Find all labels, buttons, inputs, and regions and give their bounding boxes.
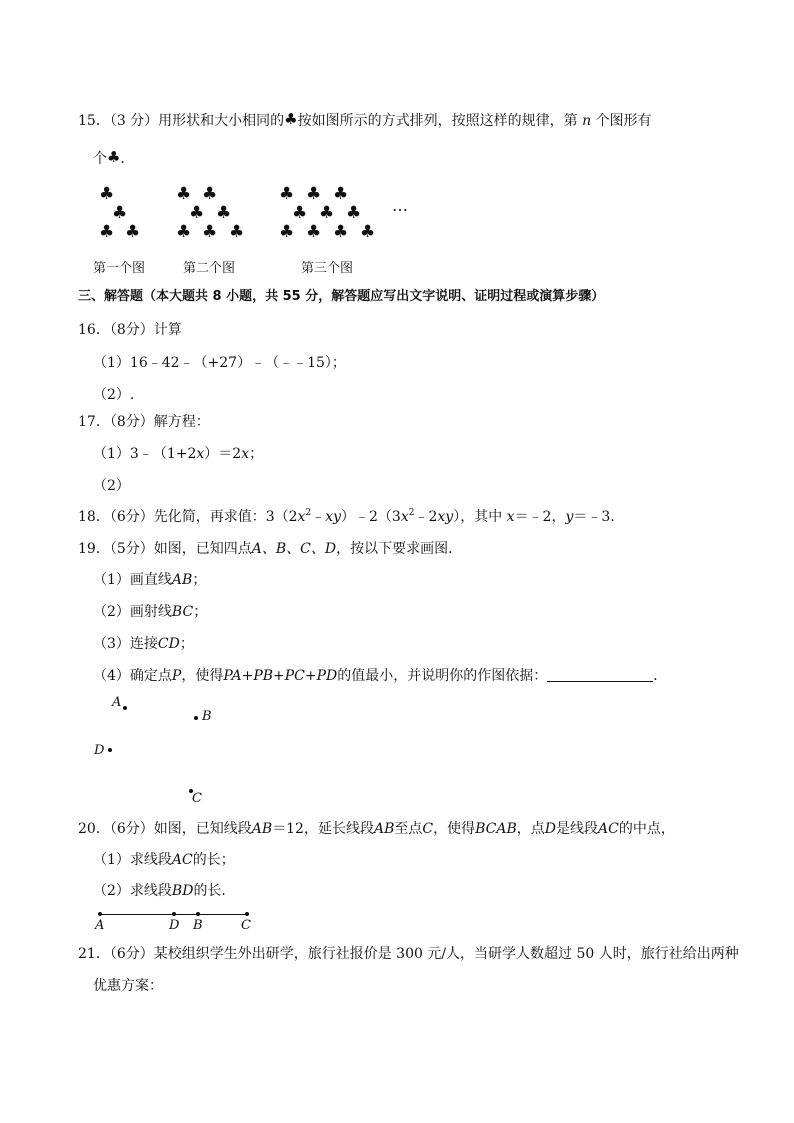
club-icon: ♣ (279, 222, 295, 242)
point-label-d: D (169, 918, 180, 933)
point-label-a: A (95, 918, 105, 933)
q19-part3: （3）连接CD； (93, 636, 194, 652)
q20-part1: （1）求线段AC的长； (93, 852, 235, 868)
caption-figure-2: 第二个图 (183, 261, 236, 276)
q19-part4: （4）确定点P，使得PA+PB+PC+PD的值最小，并说明你的作图依据： ． (93, 668, 668, 684)
answer-blank[interactable] (547, 668, 653, 682)
q16-part2: （2）. (93, 387, 135, 403)
club-icon: ♣ (306, 184, 322, 204)
club-icon: ♣ (216, 203, 232, 223)
club-icon: ♣ (333, 222, 349, 242)
point-c (245, 912, 249, 916)
q15-line1: 15．（3 分）用形状和大小相同的♣按如图所示的方式排列，按照这样的规律，第 n 个图形有 (78, 110, 652, 129)
q21-line1: 21．（6分）某校组织学生外出研学，旅行社报价是 300 元/人，当研学人数超过 50 人时，旅行社给出两种 (78, 946, 739, 962)
caption-figure-1: 第一个图 (93, 261, 146, 276)
q18-line: 18．（6分）先化简，再求值：$3(2x^2﹣xy)﹣2(3x^2﹣2xy)$，其中 x＝﹣2，y＝﹣3． (78, 508, 625, 525)
club-icon: ♣ (292, 203, 308, 223)
club-icon: ♣ (202, 184, 218, 204)
pattern-ellipsis: … (392, 196, 408, 215)
q21-line2: 优惠方案： (93, 978, 163, 994)
club-icon: ♣ (125, 222, 141, 242)
point-a (123, 706, 127, 710)
club-icon: ♣ (99, 222, 115, 242)
club-icon: ♣ (306, 222, 322, 242)
club-icon: ♣ (189, 203, 205, 223)
club-icon: ♣ (107, 148, 121, 166)
q17-title: 17．（8分）解方程： (78, 414, 210, 430)
club-icon: ♣ (360, 222, 376, 242)
club-icon: ♣ (346, 203, 362, 223)
point-a (98, 912, 102, 916)
q19-part2: （2）画射线BC； (93, 604, 208, 620)
q20-title: 20．（6分）如图，已知线段AB＝12，延长线段AB至点C，使得BCAB，点D是线段AC的中点， (78, 821, 675, 837)
club-icon: ♣ (319, 203, 335, 223)
q19-part1: （1）画直线AB； (93, 572, 207, 588)
club-icon: ♣ (112, 203, 128, 223)
q15-line2: 个♣． (93, 148, 135, 167)
point-label-b: B (193, 918, 203, 933)
section-heading: 三、解答题（本大题共 8 小题，共 55 分，解答题应写出文字说明、证明过程或演算步骤） (78, 289, 605, 304)
club-icon: ♣ (284, 110, 298, 128)
q17-part1: （1）3﹣（1+2x）＝2x； (93, 446, 264, 462)
caption-figure-3: 第三个图 (301, 261, 354, 276)
point-label-d: D (94, 743, 105, 758)
club-icon: ♣ (279, 184, 295, 204)
q19-title: 19．（5分）如图，已知四点A、B、C、D，按以下要求画图． (78, 541, 463, 557)
point-label-a: A (112, 695, 122, 710)
point-b (196, 912, 200, 916)
point-label-c: C (241, 918, 251, 933)
club-icon: ♣ (202, 222, 218, 242)
point-b (194, 716, 198, 720)
q20-part2: （2）求线段BD的长． (93, 883, 236, 899)
club-icon: ♣ (229, 222, 245, 242)
q17-part2: （2） (93, 478, 130, 494)
q16-title: 16．（8分）计算 (78, 322, 182, 338)
point-label-b: B (202, 709, 212, 724)
q16-part1: （1）16﹣42﹣（+27）﹣（﹣﹣15）； (93, 355, 346, 371)
point-d (172, 912, 176, 916)
point-d (108, 748, 112, 752)
club-icon: ♣ (176, 184, 192, 204)
point-label-c: C (192, 791, 202, 806)
club-icon: ♣ (333, 184, 349, 204)
club-icon: ♣ (99, 184, 115, 204)
club-icon: ♣ (176, 222, 192, 242)
